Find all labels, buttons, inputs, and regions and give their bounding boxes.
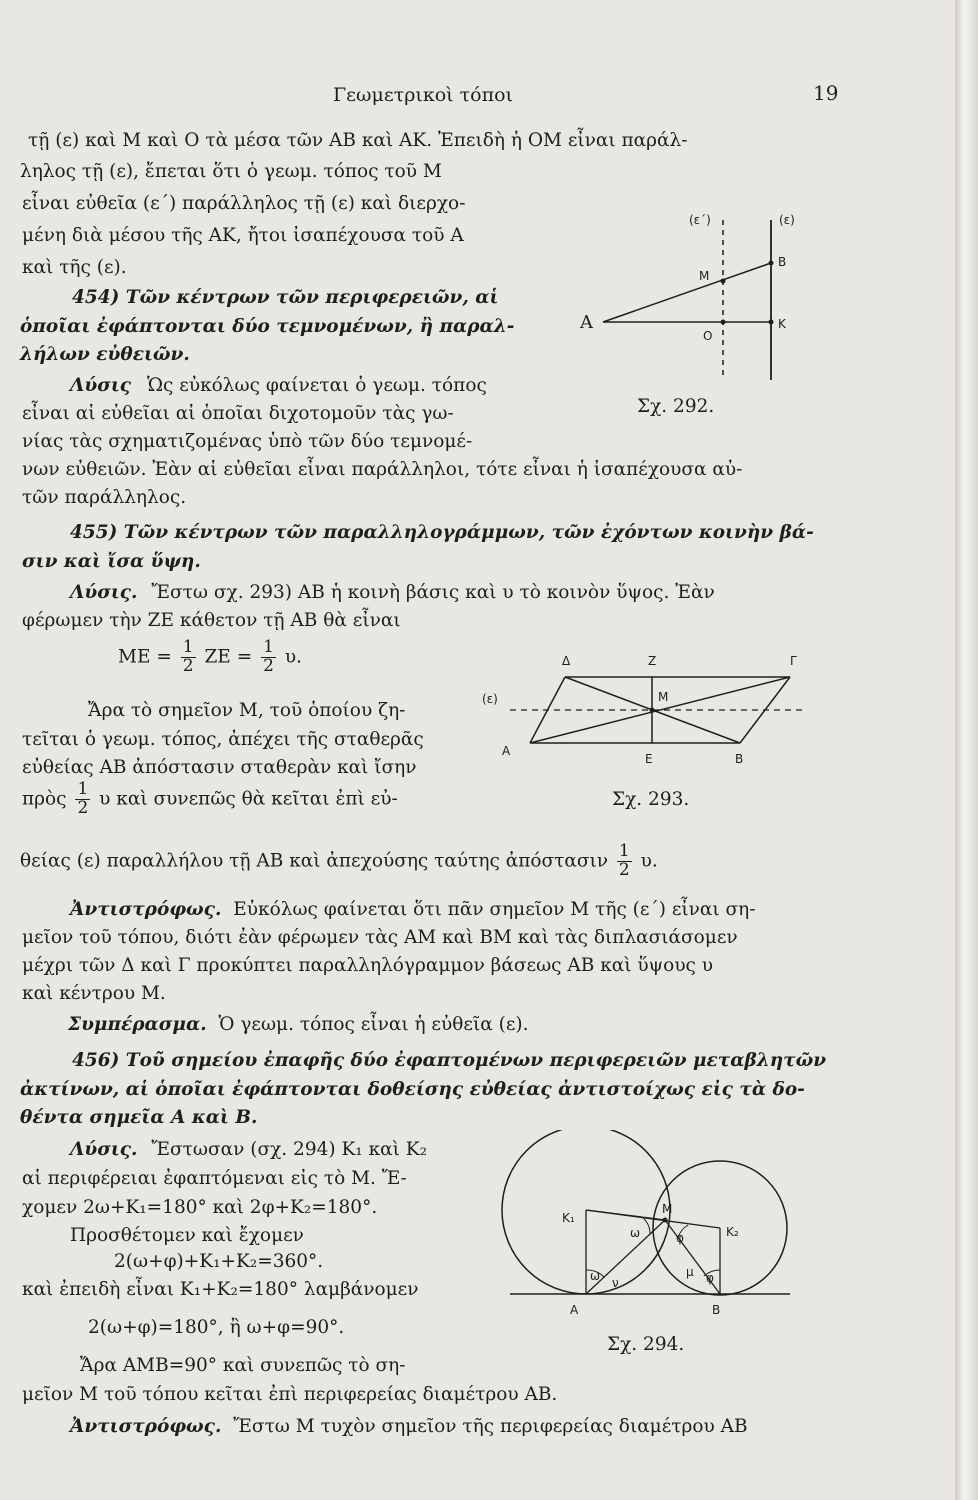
conclusion-label: Συμπέρασμα. [68,1014,207,1035]
text-line [22,781,398,818]
text-line: εὐθείας ΑΒ ἀπόστασιν σταθερὰν καὶ ἴσην [22,757,417,778]
section-455-title: 455) Τῶν κέντρων τῶν παραλληλογράμμων, τῶν ἐχόντων κοινὴν βά- [70,522,814,543]
fraction-half: $\frac{1}{2}$ [263,637,274,676]
text-line: Ἄρα τὸ σημεῖον Μ, τοῦ ὁποίου ζη- [88,700,406,721]
text-line: μέχρι τῶν Δ καὶ Γ προκύπτει παραλληλόγραμμον βάσεως ΑΒ καὶ ὕψους υ [22,955,714,976]
point-m [721,279,726,284]
text-line: Ἄρα ΑΜΒ=90° καὶ συνεπῶς τὸ ση- [80,1355,406,1376]
text-fragment: θείας (ε) παραλλήλου τῇ ΑΒ καὶ ἀπεχούσης ταύτης ἀπόστασιν [20,850,608,872]
converse-line [70,1418,748,1437]
equation-me-ze [118,639,302,676]
text-line: μένη διὰ μέσου τῆς ΑΚ, ἤτοι ἰσαπέχουσα τοῦ Α [22,225,464,246]
running-header: Γεωμετρικοὶ τόποι [333,84,513,106]
point-b [769,261,774,266]
text-line: εἶναι αἱ εὐθεῖαι αἱ ὁποῖαι διχοτομοῦν τὰς γω- [22,403,454,424]
conclusion-line [68,1016,529,1035]
text-line: ληλος τῇ (ε), ἔπεται ὅτι ὁ γεωμ. τόπος τοῦ Μ [20,161,442,182]
fraction-half: $\frac{1}{2}$ [618,841,630,880]
text-line: αἱ περιφέρειαι ἐφαπτόμεναι εἰς τὸ Μ. Ἔ- [22,1168,407,1189]
label-k1: Κ₁ [562,1211,575,1225]
label-g: Γ [790,654,797,668]
section-454-title: λήλων εὐθειῶν. [20,344,190,365]
fraction-half: $\frac{1}{2}$ [77,779,89,818]
text-line: καὶ κέντρου Μ. [22,983,166,1004]
label-phi: φ [706,1271,714,1285]
text-fragment: υ καὶ συνεπῶς θὰ κεῖται ἐπὶ εὐ- [99,788,398,810]
section-454-title: 454) Τῶν κέντρων τῶν περιφερειῶν, αἱ [72,287,499,308]
converse-text: Ἔστω Μ τυχὸν σημεῖον τῆς περιφερείας διαμέτρου ΑΒ [233,1416,748,1437]
text-line: φέρωμεν τὴν ΖΕ κάθετον τῇ ΑΒ θὰ εἶναι [22,610,401,631]
section-456-title: θέντα σημεῖα Α καὶ Β. [20,1107,258,1128]
label-e: (ε) [482,692,498,706]
section-456-title: ἀκτίνων, αἱ ὁποῖαι ἐφάπτονται δοθείσης εὐθείας ἀντιστοίχως εἰς τὰ δο- [20,1079,805,1100]
label-omega: ω [630,1226,641,1240]
label-d: Δ [562,654,571,668]
text-line [20,843,658,880]
text-line: καὶ ἐπειδὴ εἶναι Κ₁+Κ₂=180° λαμβάνομεν [22,1279,419,1300]
label-a: Α [502,744,511,758]
point-m [663,1218,668,1223]
point-k [769,320,774,325]
segment-k1m [586,1210,665,1220]
text-line: μεῖον τοῦ τόπου, διότι ἐὰν φέρωμεν τὰς ΑΜ καὶ ΒΜ καὶ τὰς διπλασιάσομεν [22,927,738,948]
label-m: Μ [662,1202,673,1216]
segment-ab [603,263,771,322]
section-456-title: 456) Τοῦ σημείου ἐπαφῆς δύο ἐφαπτομένων περιφερειῶν μεταβλητῶν [72,1050,827,1071]
text-line: τεῖται ὁ γεωμ. τόπος, ἀπέχει τῆς σταθερᾶς [22,729,424,750]
solution-line [70,584,715,603]
label-e-point: Ε [645,752,653,766]
eq-ze: ΖΕ = [204,646,253,668]
label-b: Β [712,1303,721,1317]
label-k: Κ [778,317,786,331]
text-line: χομεν 2ω+Κ₁=180° καὶ 2φ+Κ₂=180°. [22,1197,378,1218]
figure-294-caption: Σχ. 294. [607,1334,685,1355]
converse-line [70,901,756,920]
label-phi: φ [676,1231,684,1245]
text-line: Προσθέτομεν καὶ ἔχομεν [70,1225,304,1246]
label-m: Μ [699,269,710,283]
label-k2: Κ₂ [726,1225,739,1239]
eq-u: υ. [284,646,302,668]
solution-text: Ἔστωσαν (σχ. 294) Κ₁ καὶ Κ₂ [151,1139,428,1160]
label-b: Β [735,752,744,766]
text-line: 2(ω+φ)=180°, ἢ ω+φ=90°. [88,1317,345,1338]
text-line: μεῖον Μ τοῦ τόπου κεῖται ἐπὶ περιφερείας διαμέτρου ΑΒ. [22,1384,558,1405]
text-fragment: υ. [640,850,658,872]
text-line: 2(ω+φ)+Κ₁+Κ₂=360°. [114,1251,324,1272]
text-line: νων εὐθειῶν. Ἐὰν αἱ εὐθεῖαι εἶναι παράλληλοι, τότε εἶναι ἡ ἰσαπέχουσα αὐ- [22,459,743,480]
label-b: Β [778,255,787,269]
solution-line [70,377,487,396]
text-line: τῶν παράλληλος. [22,487,187,508]
solution-label: Λύσις [70,375,132,396]
label-mu: μ [686,1265,694,1279]
fraction-half: $\frac{1}{2}$ [182,637,194,676]
solution-text: Ὡς εὐκόλως φαίνεται ὁ γεωμ. τόπος [146,375,487,396]
page-edge [955,0,978,1500]
text-line: εἶναι εὐθεῖα (ε΄) παράλληλος τῇ (ε) καὶ διερχο- [22,193,466,214]
label-a: Α [580,312,593,333]
label-z: Ζ [648,654,657,668]
text-fragment: πρὸς [22,788,67,810]
label-omega: ω [590,1269,601,1283]
label-nu: ν [612,1276,619,1290]
conclusion-text: Ὁ γεωμ. τόπος εἶναι ἡ εὐθεῖα (ε). [218,1014,529,1035]
converse-label: Ἀντιστρόφως. [70,899,222,920]
text-line: καὶ τῆς (ε). [22,257,127,278]
point-m [650,708,655,713]
section-454-title: ὁποῖαι ἐφάπτονται δύο τεμνομένων, ἢ παραλ- [20,316,515,337]
angle-arc [642,1217,650,1234]
label-e: (ε) [779,213,795,227]
label-a: Α [570,1303,579,1317]
converse-label: Ἀντιστρόφως. [70,1416,222,1437]
solution-text: Ἔστω σχ. 293) ΑΒ ἡ κοινὴ βάσις καὶ υ τὸ κοινὸν ὕψος. Ἐὰν [151,582,715,603]
figure-293 [480,645,820,775]
figure-292-caption: Σχ. 292. [637,396,715,417]
solution-label: Λύσις. [70,1139,138,1160]
text-line: τῇ (ε) καὶ Μ καὶ Ο τὰ μέσα τῶν ΑΒ καὶ ΑΚ. Ἐπειδὴ ἡ ΟΜ εἶναι παράλ- [28,130,688,151]
figure-292 [565,200,815,390]
label-o: Ο [703,329,713,343]
label-e-prime: (ε΄) [689,213,711,227]
text-line: νίας τὰς σχηματιζομένας ὑπὸ τῶν δύο τεμνομέ- [22,431,473,452]
point-o [721,320,726,325]
solution-line [70,1141,427,1160]
converse-text: Εὐκόλως φαίνεται ὅτι πᾶν σημεῖον Μ τῆς (ε΄) εἶναι ση- [233,899,756,920]
figure-293-caption: Σχ. 293. [612,789,690,810]
eq-me: ΜΕ = [118,646,172,668]
label-m: Μ [658,690,669,704]
figure-294 [490,1130,810,1330]
section-455-title: σιν καὶ ἴσα ὕψη. [22,551,201,572]
page-number: 19 [813,81,839,105]
solution-label: Λύσις. [70,582,138,603]
